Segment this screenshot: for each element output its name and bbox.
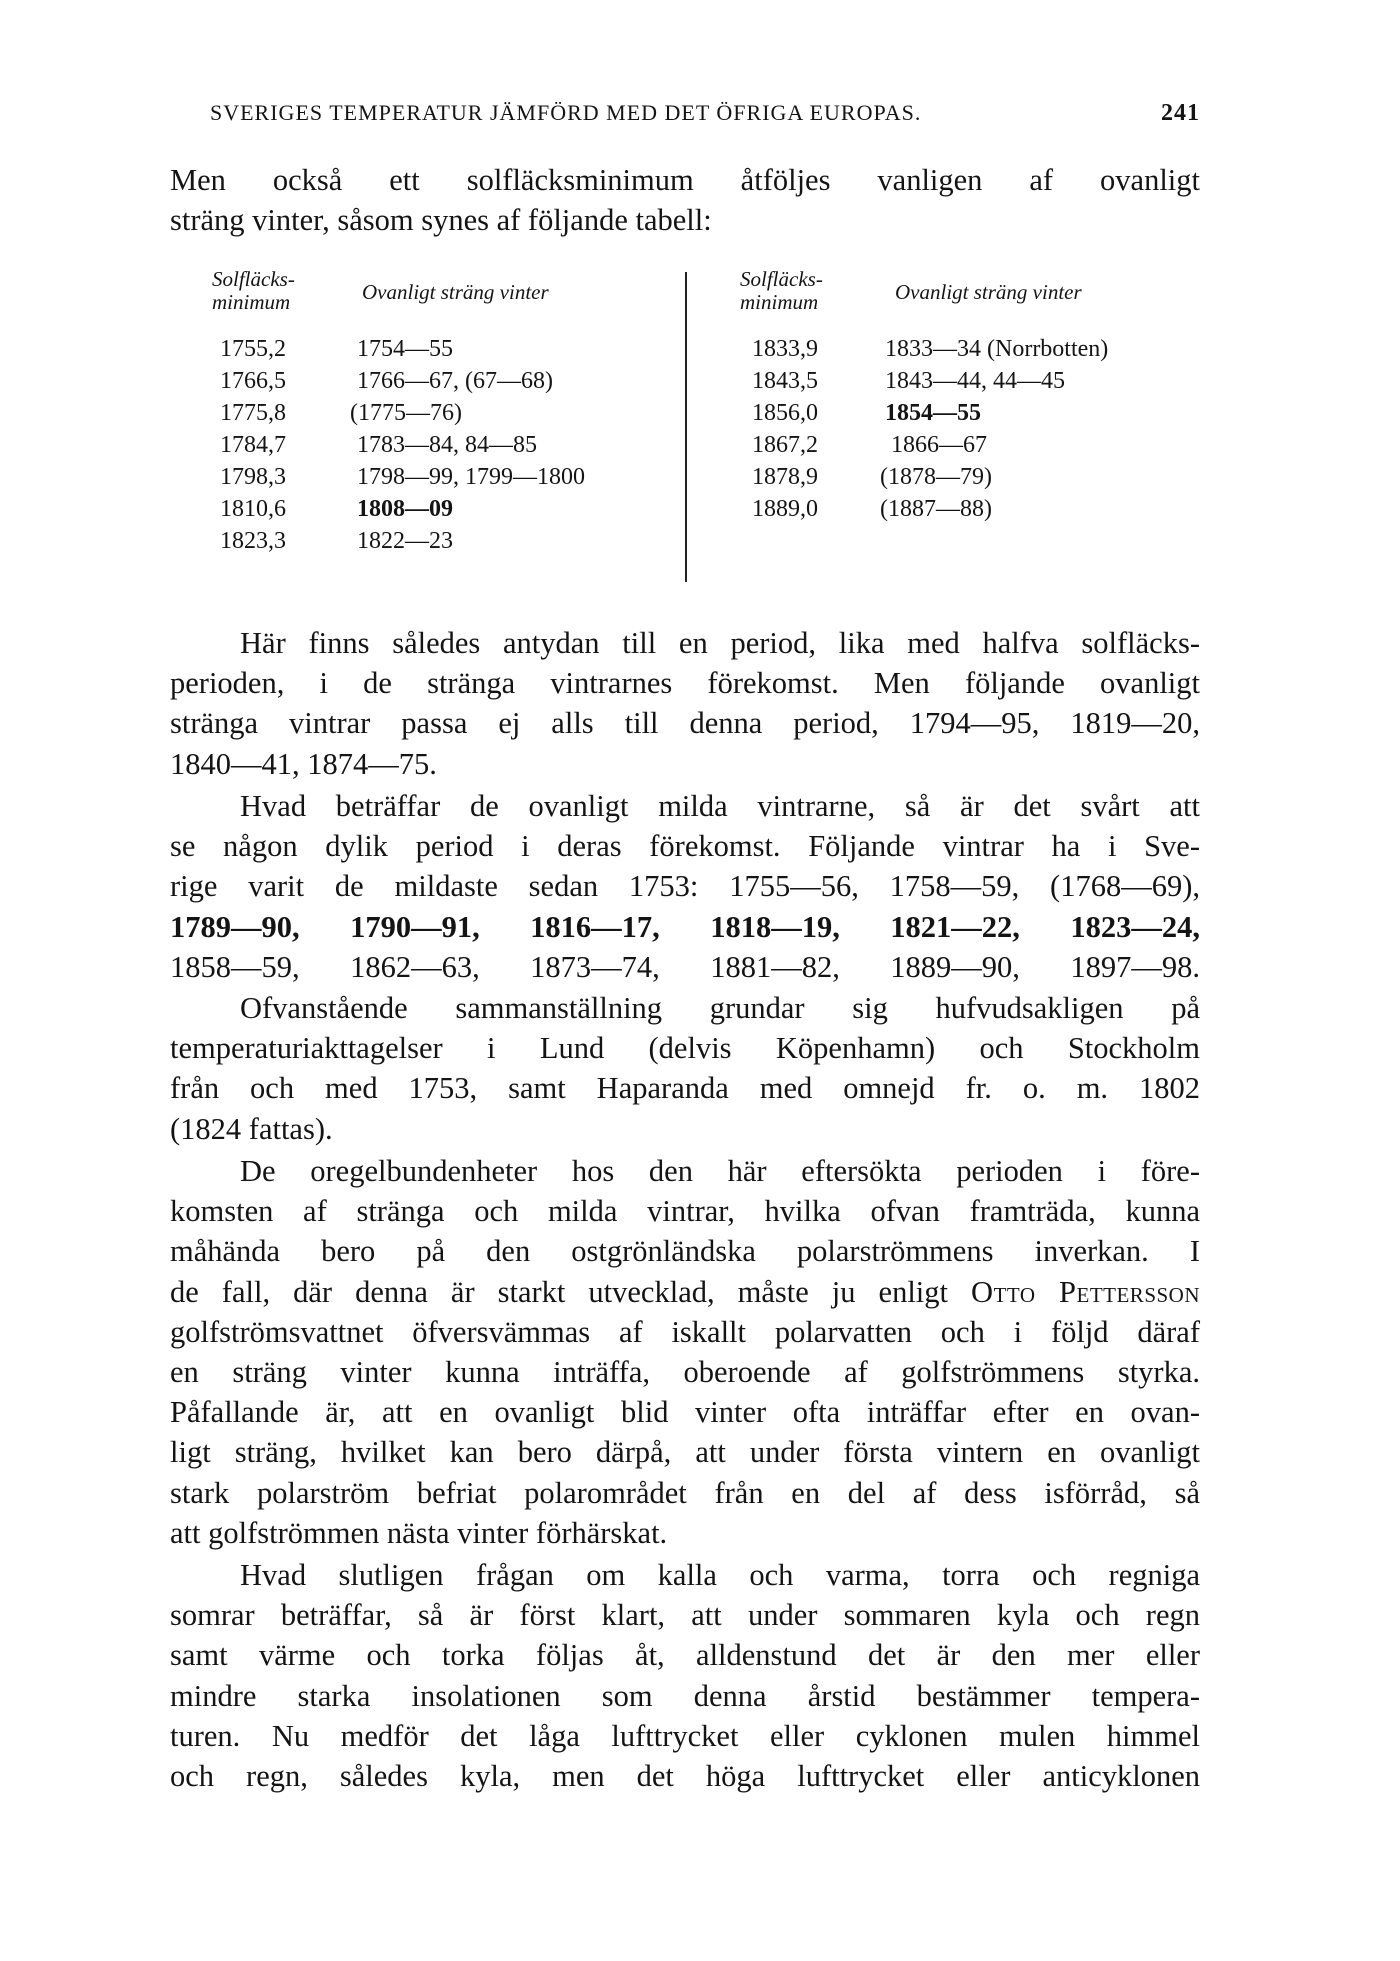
text-line: och regn, således kyla, men det höga lufttrycket eller anticyklonen bbox=[170, 1758, 1200, 1793]
text-line: samt värme och torka följas åt, alldenstund det är den mer eller bbox=[170, 1638, 1200, 1673]
table-cell: 1843—44, 44—45 bbox=[885, 368, 1065, 394]
table-cell: 1798,3 bbox=[220, 464, 286, 490]
text-line: perioden, i de stränga vintrarnes förekomst. Men följande ovanligt bbox=[170, 666, 1200, 701]
running-header bbox=[210, 100, 1200, 130]
table-cell: 1766—67, (67—68) bbox=[357, 368, 553, 394]
text-line: rige varit de mildaste sedan 1753: 1755—56, 1758—59, (1768—69), bbox=[170, 869, 1200, 904]
text-line: (1824 fattas). bbox=[170, 1111, 333, 1146]
text-line: stränga vintrar passa ej alls till denna period, 1794—95, 1819—20, bbox=[170, 706, 1200, 741]
text-line: stark polarström befriat polarområdet från en del af dess isförråd, så bbox=[170, 1475, 1200, 1510]
table-cell: (1887—88) bbox=[880, 496, 992, 522]
page-number: 241 bbox=[1161, 100, 1200, 126]
table-cell: 1810,6 bbox=[220, 496, 286, 522]
table-cell: 1798—99, 1799—1800 bbox=[357, 464, 585, 490]
text-line: sträng vinter, såsom synes af följande tabell: bbox=[170, 203, 712, 238]
text-line: Hvad slutligen frågan om kalla och varma, torra och regniga bbox=[240, 1558, 1200, 1592]
table-cell: 1854—55 bbox=[885, 400, 981, 426]
paragraph-summers bbox=[170, 1555, 1200, 1796]
table-cell: 1823,3 bbox=[220, 528, 286, 554]
text-line: Påfallande är, att en ovanligt blid vinter ofta inträffar efter en ovan- bbox=[170, 1395, 1200, 1430]
table-cell: 1755,2 bbox=[220, 336, 286, 362]
text-line: De oregelbundenheter hos den här eftersökta perioden i före- bbox=[240, 1154, 1200, 1188]
text-line: de fall, där denna är starkt utvecklad, måste ju enligt Otto Pettersson bbox=[170, 1274, 1201, 1309]
table-cell: 1766,5 bbox=[220, 368, 286, 394]
text-line: 1858—59, 1862—63, 1873—74, 1881—82, 1889—90, 1897—98. bbox=[170, 949, 1200, 984]
col-header-winter-left: Ovanligt sträng vinter bbox=[362, 280, 549, 304]
text-line: somrar beträffar, så är först klart, att under sommaren kyla och regn bbox=[170, 1598, 1200, 1633]
col-header-winter-right: Ovanligt sträng vinter bbox=[895, 280, 1082, 304]
table-cell: 1808—09 bbox=[357, 496, 453, 522]
text-line: Men också ett solfläcksminimum åtföljes vanligen af ovanligt bbox=[170, 163, 1200, 197]
text-line: turen. Nu medför det låga lufttrycket eller cyklonen mulen himmel bbox=[170, 1718, 1200, 1753]
paragraph-sources bbox=[170, 988, 1200, 1149]
table-cell: 1878,9 bbox=[752, 464, 818, 490]
text-line: golfströmsvattnet öfversvämmas af iskallt polarvatten och i följd däraf bbox=[170, 1314, 1200, 1349]
text-line: Hvad beträffar de ovanligt milda vintrarne, så är det svårt att bbox=[240, 789, 1200, 823]
text-line: måhända bero på den ostgrönländska polarströmmens inverkan. I bbox=[170, 1234, 1200, 1269]
table-cell: 1783—84, 84—85 bbox=[357, 432, 537, 458]
table-cell: 1833—34 (Norrbotten) bbox=[885, 336, 1109, 362]
table-cell: 1843,5 bbox=[752, 368, 818, 394]
text-line: komsten af stränga och milda vintrar, hvilka ofvan framträda, kunna bbox=[170, 1194, 1200, 1229]
table-cell: 1784,7 bbox=[220, 432, 286, 458]
text-line: se någon dylik period i deras förekomst. Följande vintrar ha i Sve- bbox=[170, 829, 1200, 864]
table-cell: 1833,9 bbox=[752, 336, 818, 362]
text-line: temperaturiakttagelser i Lund (delvis Köpenhamn) och Stockholm bbox=[170, 1031, 1200, 1066]
text-line: mindre starka insolationen som denna årstid bestämmer tempera- bbox=[170, 1678, 1200, 1713]
text-line: Här finns således antydan till en period, lika med halfva solfläcks- bbox=[240, 626, 1200, 660]
table-cell: 1822—23 bbox=[357, 528, 453, 554]
table-cell: 1754—55 bbox=[357, 336, 453, 362]
table-divider bbox=[685, 272, 687, 582]
paragraph-irregularities bbox=[170, 1151, 1200, 1553]
table-cell: 1866—67 bbox=[891, 432, 987, 458]
paragraph-mild-winters bbox=[170, 786, 1200, 987]
intro-paragraph bbox=[170, 160, 1200, 240]
text-line: Ofvanstående sammanställning grundar sig hufvudsakligen på bbox=[240, 991, 1200, 1025]
text-line: ligt sträng, hvilket kan bero därpå, att under första vintern en ovanligt bbox=[170, 1435, 1200, 1470]
text-line: 1840—41, 1874—75. bbox=[170, 746, 437, 781]
table-cell: (1878—79) bbox=[880, 464, 992, 490]
table-cell: 1775,8 bbox=[220, 400, 286, 426]
table-cell: 1889,0 bbox=[752, 496, 818, 522]
text-line: 1789—90, 1790—91, 1816—17, 1818—19, 1821—22, 1823—24, bbox=[170, 909, 1200, 944]
table-cell: 1856,0 bbox=[752, 400, 818, 426]
text-line: en sträng vinter kunna inträffa, oberoende af golfströmmens styrka. bbox=[170, 1354, 1200, 1389]
paragraph-period bbox=[170, 623, 1200, 784]
col-header-minimum-right: Solfläcks- minimum bbox=[740, 267, 823, 314]
table-cell: (1775—76) bbox=[350, 400, 462, 426]
author-name: Otto Pettersson bbox=[971, 1274, 1201, 1309]
col-header-minimum-left: Solfläcks- minimum bbox=[212, 267, 295, 314]
text-line: att golfströmmen nästa vinter förhärskat. bbox=[170, 1515, 668, 1550]
running-title: SVERIGES TEMPERATUR JÄMFÖRD MED DET ÖFRIGA EUROPAS. bbox=[210, 100, 922, 125]
text-line: från och med 1753, samt Haparanda med omnejd fr. o. m. 1802 bbox=[170, 1071, 1200, 1106]
table-cell: 1867,2 bbox=[752, 432, 818, 458]
